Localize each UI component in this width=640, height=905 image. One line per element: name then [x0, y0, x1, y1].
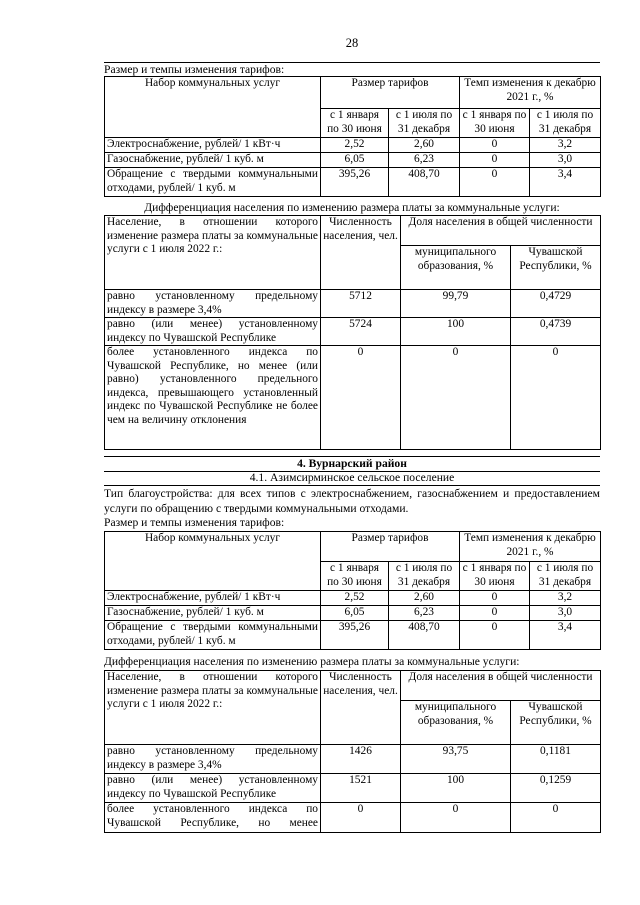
- tariff-table: [104, 76, 601, 197]
- population-republic-header: Чувашской Республики, %: [511, 246, 601, 290]
- table-cell: 100: [401, 774, 511, 803]
- settlement-title: 4.1. Азимсирминское сельское поселение: [104, 471, 600, 486]
- table-cell: 0,4729: [511, 290, 601, 318]
- table-cell: 0: [460, 591, 530, 606]
- table-cell: 1521: [321, 774, 401, 803]
- table-row: [105, 774, 601, 803]
- table-cell: 0,1181: [511, 745, 601, 774]
- table-cell: 3,4: [530, 168, 601, 197]
- population-municipal-header: муниципального образования, %: [401, 246, 511, 290]
- table-row: [105, 290, 601, 318]
- population-condition: равно (или менее) установленному индексу по Чувашской Республике: [105, 318, 321, 346]
- amenity-type: Тип благоустройства: для всех типов с электроснабжением, газоснабжением и предоставлением услуги по обращению с твердыми коммунальными отходами.: [104, 487, 600, 515]
- table-cell: 5724: [321, 318, 401, 346]
- table-row: [105, 745, 601, 774]
- table-cell: 0: [321, 803, 401, 833]
- population-condition: равно (или менее) установленному индексу по Чувашской Республике: [105, 774, 321, 803]
- population-header: Население, в отношении которого изменение размера платы за коммунальные услуги с 1 июля 2022 г.:: [105, 216, 321, 290]
- population-municipal-header: муниципального образования, %: [401, 701, 511, 745]
- table-cell: 100: [401, 318, 511, 346]
- service-name: Электроснабжение, рублей/ 1 кВт·ч: [105, 591, 321, 606]
- table-row: [105, 346, 601, 450]
- table-cell: 93,75: [401, 745, 511, 774]
- table-cell: 0: [460, 153, 530, 168]
- service-name: Газоснабжение, рублей/ 1 куб. м: [105, 606, 321, 621]
- table-cell: 0: [321, 346, 401, 450]
- table-cell: 5712: [321, 290, 401, 318]
- table-cell: 0: [511, 346, 601, 450]
- tariff-table: [104, 531, 601, 650]
- tariff-header-service: Набор коммунальных услуг: [105, 532, 321, 591]
- table-row: [105, 168, 601, 197]
- service-name: Обращение с твердыми коммунальными отходами, рублей/ 1 куб. м: [105, 168, 321, 197]
- service-name: Электроснабжение, рублей/ 1 кВт·ч: [105, 138, 321, 153]
- table-cell: 6,05: [321, 606, 389, 621]
- population-republic-header: Чувашской Республики, %: [511, 701, 601, 745]
- tariff-header-period: с 1 января по 30 июня: [460, 562, 530, 591]
- tariff-header-rate: Темп изменения к декабрю 2021 г., %: [460, 77, 601, 109]
- district-title: 4. Вурнарский район: [104, 456, 600, 472]
- population-condition: равно установленному предельному индексу в размере 3,4%: [105, 745, 321, 774]
- population-table: [104, 215, 601, 450]
- population-table: [104, 670, 601, 833]
- service-name: Газоснабжение, рублей/ 1 куб. м: [105, 153, 321, 168]
- population-caption: Дифференциация населения по изменению размера платы за коммунальные услуги:: [144, 201, 560, 214]
- table-cell: 0: [401, 346, 511, 450]
- table-cell: 0: [460, 168, 530, 197]
- table-cell: 0,4739: [511, 318, 601, 346]
- table-row: [105, 153, 601, 168]
- tariff-header-period: с 1 июля по 31 декабря: [389, 562, 460, 591]
- table-cell: 3,2: [530, 138, 601, 153]
- table-cell: 3,0: [530, 153, 601, 168]
- tariff-header-period: с 1 января по 30 июня: [321, 562, 389, 591]
- population-count-header: Численность населения, чел.: [321, 216, 401, 290]
- tariff-header-rate: Темп изменения к декабрю 2021 г., %: [460, 532, 601, 562]
- tariff-header-period: с 1 января по 30 июня: [321, 109, 389, 138]
- population-header: Население, в отношении которого изменение размера платы за коммунальные услуги с 1 июля 2022 г.:: [105, 671, 321, 745]
- population-caption: Дифференциация населения по изменению размера платы за коммунальные услуги:: [104, 655, 520, 668]
- population-share-header: Доля населения в общей численности: [401, 216, 601, 246]
- table-cell: 395,26: [321, 621, 389, 650]
- population-condition: более установленного индекса по Чувашской Республике, но менее (или равно) установленного предельного индекса, превышающего установленный индекс по Чувашской Республике не более чем на величину отклонения: [105, 346, 321, 450]
- table-row: [105, 621, 601, 650]
- table-cell: 0: [460, 606, 530, 621]
- population-condition: равно установленному предельному индексу в размере 3,4%: [105, 290, 321, 318]
- tariff-header-service: Набор коммунальных услуг: [105, 77, 321, 138]
- table-cell: 6,23: [389, 606, 460, 621]
- table-row: [105, 606, 601, 621]
- table-cell: 3,4: [530, 621, 601, 650]
- tariff-header-period: с 1 июля по 31 декабря: [530, 562, 601, 591]
- population-count-header: Численность населения, чел.: [321, 671, 401, 745]
- table-cell: 99,79: [401, 290, 511, 318]
- tariff-caption: Размер и темпы изменения тарифов:: [104, 62, 600, 77]
- table-row: [105, 138, 601, 153]
- population-share-header: Доля населения в общей численности: [401, 671, 601, 701]
- tariff-caption: Размер и темпы изменения тарифов:: [104, 516, 285, 529]
- table-cell: 2,52: [321, 591, 389, 606]
- table-cell: 395,26: [321, 168, 389, 197]
- table-cell: 3,0: [530, 606, 601, 621]
- table-cell: 0: [460, 138, 530, 153]
- table-cell: 6,23: [389, 153, 460, 168]
- table-cell: 2,52: [321, 138, 389, 153]
- table-row: [105, 591, 601, 606]
- table-cell: 408,70: [389, 168, 460, 197]
- table-cell: 6,05: [321, 153, 389, 168]
- table-cell: 2,60: [389, 138, 460, 153]
- table-cell: 3,2: [530, 591, 601, 606]
- table-cell: 408,70: [389, 621, 460, 650]
- population-condition: более установленного индекса по Чувашской Республике, но менее: [105, 803, 321, 833]
- table-cell: 0: [511, 803, 601, 833]
- table-cell: 2,60: [389, 591, 460, 606]
- tariff-header-period: с 1 июля по 31 декабря: [389, 109, 460, 138]
- tariff-header-size: Размер тарифов: [321, 532, 460, 562]
- table-cell: 0: [460, 621, 530, 650]
- table-row: [105, 803, 601, 833]
- table-cell: 0,1259: [511, 774, 601, 803]
- page-number: 28: [345, 36, 359, 50]
- tariff-header-period: с 1 июля по 31 декабря: [530, 109, 601, 138]
- table-cell: 0: [401, 803, 511, 833]
- table-row: [105, 318, 601, 346]
- service-name: Обращение с твердыми коммунальными отходами, рублей/ 1 куб. м: [105, 621, 321, 650]
- tariff-header-size: Размер тарифов: [321, 77, 460, 109]
- table-cell: 1426: [321, 745, 401, 774]
- tariff-header-period: с 1 января по 30 июня: [460, 109, 530, 138]
